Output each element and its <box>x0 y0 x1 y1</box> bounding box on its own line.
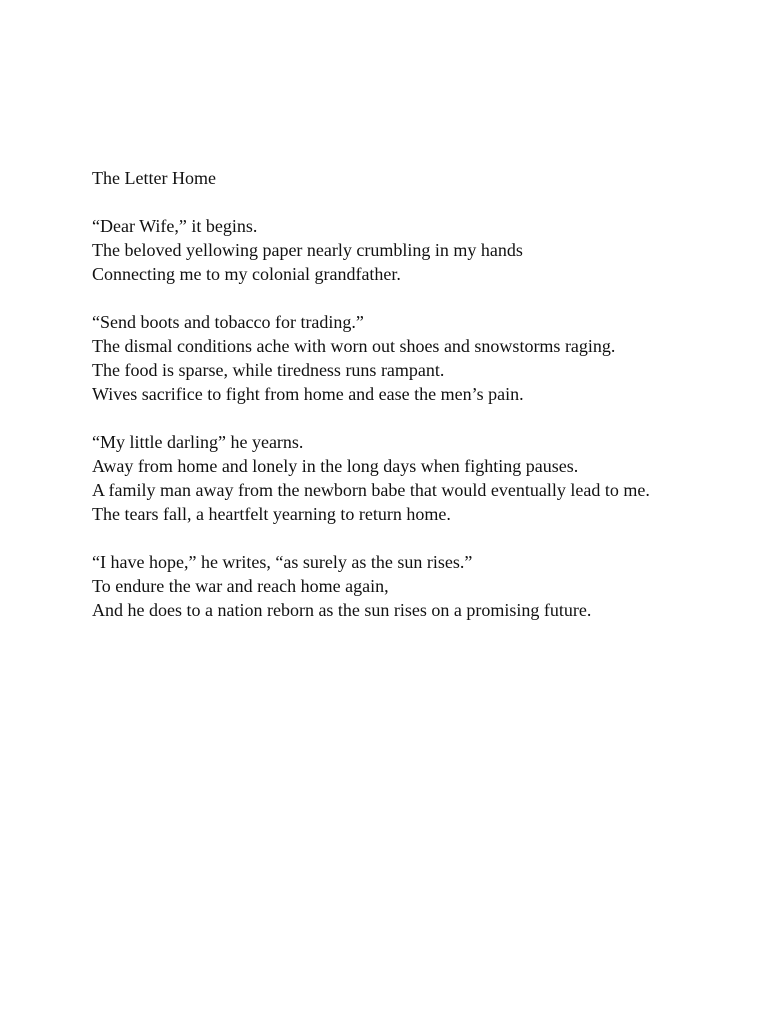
poem-line: And he does to a nation reborn as the sun rises on a promising future. <box>92 600 592 620</box>
stanza-gap <box>92 286 752 310</box>
stanza-gap <box>92 526 752 550</box>
poem-line: The food is sparse, while tiredness runs rampant. <box>92 360 445 380</box>
poem-line: The beloved yellowing paper nearly crumbling in my hands <box>92 240 523 260</box>
stanza-1 <box>92 214 752 286</box>
poem-line: Away from home and lonely in the long days when fighting pauses. <box>92 456 579 476</box>
poem-line: To endure the war and reach home again, <box>92 576 389 596</box>
stanza-2 <box>92 310 752 406</box>
poem-line: “Send boots and tobacco for trading.” <box>92 312 364 332</box>
poem-line: The tears fall, a heartfelt yearning to return home. <box>92 504 451 524</box>
stanza-gap <box>92 190 752 214</box>
poem-body <box>92 166 752 622</box>
poem-line: Connecting me to my colonial grandfather. <box>92 264 401 284</box>
poem-line: A family man away from the newborn babe that would eventually lead to me. <box>92 480 650 500</box>
poem-line: “I have hope,” he writes, “as surely as the sun rises.” <box>92 552 473 572</box>
poem-line: “My little darling” he yearns. <box>92 432 304 452</box>
poem-line: Wives sacrifice to fight from home and ease the men’s pain. <box>92 384 524 404</box>
stanza-gap <box>92 406 752 430</box>
stanza-3 <box>92 430 752 526</box>
stanza-4 <box>92 550 752 622</box>
poem-title: The Letter Home <box>92 168 216 188</box>
poem-line: The dismal conditions ache with worn out shoes and snowstorms raging. <box>92 336 616 356</box>
poem-line: “Dear Wife,” it begins. <box>92 216 258 236</box>
